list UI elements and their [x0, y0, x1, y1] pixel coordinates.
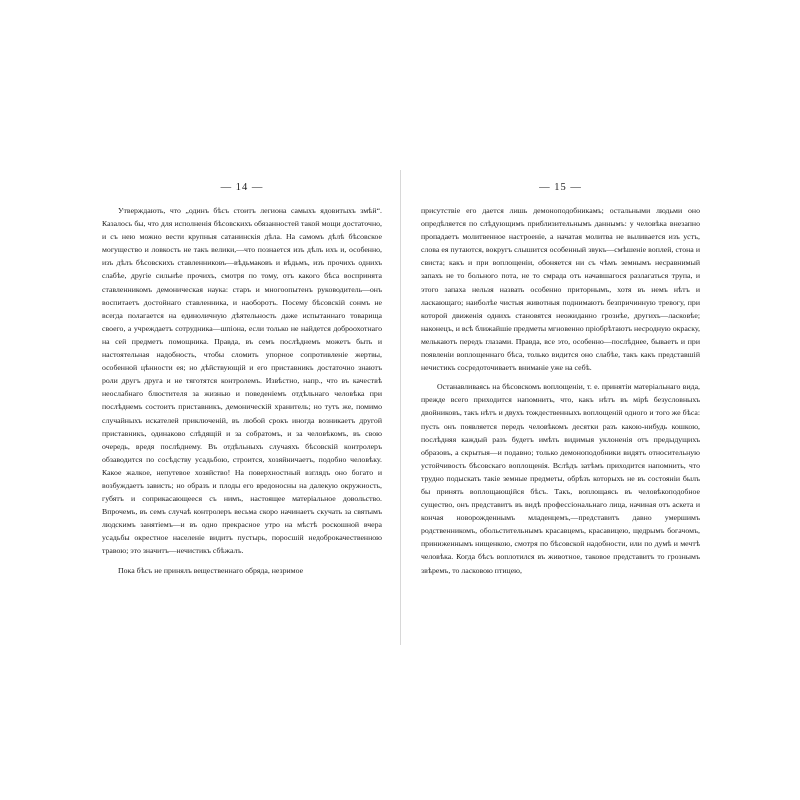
page-number: — 14 —: [220, 182, 264, 193]
paragraph: Утверждають, что „одинъ бѣсъ стоитъ легиона самыхъ ядовитыхъ змѣй“. Казалось бы, что для исполненія бѣсовскихъ обязанностей такой мощи достаточно, и съ нею можно вести крупныя сатанинскія дѣла. На самомъ дѣлѣ бѣсовское могущество и ловкость не такъ велики,—что познается изъ дѣлъ ихъ и, особенно, изъ дѣлъ бѣсовскихъ ставленниковъ—вѣдьмаковъ и вѣдьмъ, изъ прочихъ однихъ слабѣе, другіе сильнѣе прочихъ, смотря по тому, отъ какого бѣса воспринята ставленникомъ демоническая наука: старъ и многоопытенъ руководитель—онъ воспитаетъ достойнаго ставленника, и наоборотъ. Посему бѣсовскій сонмъ не всегда полагается на единоличную дѣятельность даже испытаннаго товарища своего, а учреждаетъ сотрудника—шпіона, если только не найдется доброохотнаго на сей предметъ помощника. Правда, въ семъ послѣднемъ можетъ быть и настоятельная надобность, чтобы сломить упорное сопротивленіе жертвы, особенной цѣнности ея; но дѣйствующій и его приставникъ достаточно знаютъ роли другъ друга и не тяготятся контролемъ. Извѣстно, напр., что въ качествѣ неослабнаго блюстителя за жизнью и поведеніемъ отдѣльнаго человѣка при послѣднемъ состоитъ приставникъ, демоническій хранитель; но тутъ же, помимо случайныхъ искателей приключеній, въ любой срокъ иногда возникаетъ другой приставникъ, одинаково слѣдящій и за собратомъ, и за человѣкомъ, въ свою очередь, вредя послѣднему. Въ отдѣльныхъ случаяхъ бѣсовскій контролеръ обзаводится по сосѣдству усадьбою, строится, хозяйничаетъ, подобно человѣку. Какое жалкое, непутевое хозяйство! На поверхностный взглядъ оно богато и возбуждаетъ зависть; но образъ и плоды его вредоносны на далекую окружность, губятъ и соприкасающееся съ нимъ, настоящее матеріальное довольство. Впрочемъ, въ семъ случаѣ контролеръ весьма скоро начинаетъ скучать за святымъ людскимъ занятіемъ—и въ одно прекрасное утро на мѣстѣ роскошной вчера усадьбы окрестное населеніе видитъ пустырь, поросшій недоброкачественною травою; это значитъ—нечистикъ сбѣжалъ.: [102, 206, 382, 556]
paragraph: присутствіе его дается лишь демоноподобникамъ; остальными людьми оно опредѣляется по слѣдующимъ приблизительнымъ даннымъ: у человѣка внезапно пропадаетъ молитвенное настроеніе, а начатая молитва не выливается изъ устъ, слова ея путаются, вокругъ слышится особенный звукъ—смѣшеніе воплей, стона и свиста; какъ и при воплощеніи, обоняется ни съ чѣмъ земнымъ несравнимый запахъ не то больного пота, не то смрада отъ начавшагося разлагаться трупа, и этого запаха нельзя назвать особенно приторнымъ, хотя въ немъ нѣтъ и ласкающаго; наиболѣе чистыя животныя поднимаютъ безпричинную тревогу, при которой движенія однихъ становятся неожиданно грознѣе, другихъ—ласковѣе; наконецъ, и всѣ ближайшіе предметы мгновенно пріобрѣтаютъ несродную окраску, мелькаютъ передъ глазами. Правда, все это, особенно—послѣднее, бываетъ и при появленіи воплощеннаго бѣса, только видится оно слабѣе, такъ какъ представшій нечистикъ сосредоточиваетъ вниманіе уже на себѣ.: [421, 206, 700, 373]
left-page: [90, 170, 400, 645]
paragraph: Останавливаясь на бѣсовскомъ воплощеніи, т. е. принятіи матеріальнаго вида, прежде всего приходится напомнить, что, какъ нѣтъ въ мірѣ безусловныхъ двойниковъ, такъ нѣтъ и двухъ тождественныхъ воплощеній одного и того же бѣса: пусть онъ появляется передъ человѣкомъ десятки разъ какою-нибудь кошкою, послѣдняя каждый разъ будетъ имѣть видимыя уклоненія отъ предыдущихъ образовъ, а скрытыя—и подавно; только демоноподобники видятъ относительную устойчивость бѣсовскаго воплощенія. Вслѣдъ затѣмъ приходится напомнить, что трудно подыскать такіе земные предметы, обрѣзъ которыхъ не въ состояніи былъ бы принять воплощающійся бѣсъ. Такъ, воплощаясь въ человѣкоподобное существо, онъ представитъ въ видѣ профессіональнаго лица, начиная отъ аскета и кончая новорожденнымъ младенцемъ,—представитъ давно умершимъ родственникомъ, обольстительнымъ красавцемъ, красавицею, щедрымъ богачомъ, приниженнымъ нищенкою, смотря по бѣсовской надобности, или по думѣ и мечтѣ человѣка. Когда бѣсъ воплотился въ животное, таковое представитъ то грознымъ звѣремъ, то ласковою птицею,: [421, 382, 700, 575]
book-spread: [90, 170, 710, 645]
paragraph: Пока бѣсъ не принялъ вещественнаго обряда, незримое: [118, 565, 304, 575]
page-number: — 15 —: [539, 182, 582, 193]
right-page: [400, 170, 710, 645]
